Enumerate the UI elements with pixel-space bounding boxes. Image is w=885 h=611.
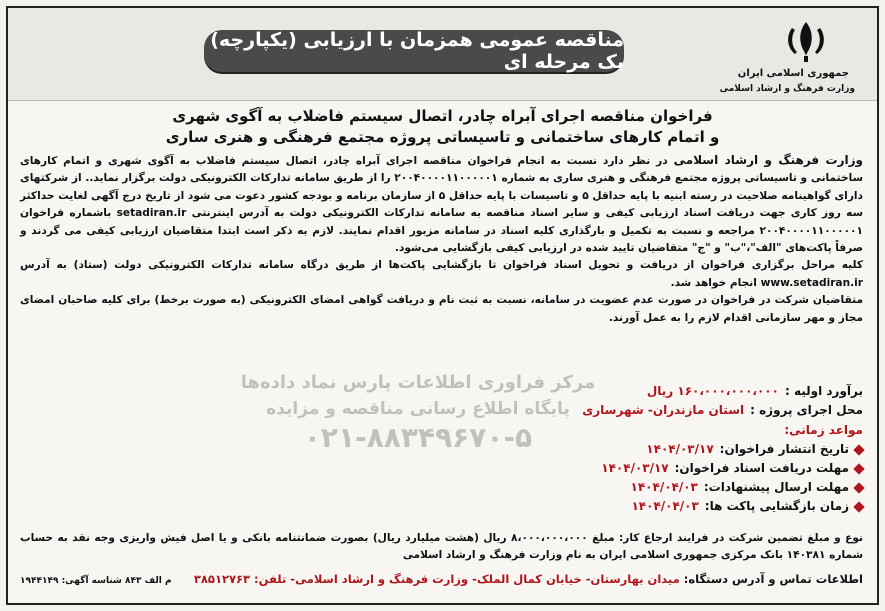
- body-paragraph-2: کلیه مراحل برگزاری فراخوان از دریافت و تحویل اسناد فراخوان تا بازگشایی پاکت‌ها از طریق درگاه سامانه تدارکات الکترونیکی دولت (ستاد) به آدرس www.setadiran.ir انجام خواهد شد.: [20, 259, 863, 289]
- schedule-label: تاریخ انتشار فراخوان:: [719, 442, 849, 456]
- notice-body: [20, 152, 863, 327]
- estimate-label: برآورد اولیه :: [784, 384, 863, 398]
- headline-line-2: و اتمام کارهای ساختمانی و تاسیساتی پروژه مجتمع فرهنگی و هنری ساری: [165, 128, 720, 146]
- contact-info: [194, 572, 863, 586]
- schedule-item: [263, 478, 863, 497]
- contact-value: میدان بهارستان- خیابان کمال الملک- وزارت فرهنگ و ارشاد اسلامی- تلفن: ۳۸۵۱۲۷۶۳: [193, 572, 680, 586]
- body-paragraph-1-text: در نظر دارد نسبت به انجام فراخوان مناقصه اجرای آبراه چادر، اتصال سیستم فاضلاب به آگوی شهری و اتمام کارهای ساختمانی و تاسیساتی پروژه مجتمع فرهنگی و هنری ساری به شماره ۲۰۰۴۰۰۰۰۱۱۰۰۰۰۰۱ را از طریق سامانه تدارکات الکترونیکی دولت برگزار نماید.. از شرکتهای دارای گواهینامه صلاحیت در رسته ابنیه با پایه حداقل ۵ و تاسیسات با پایه حداقل ۵ از سازمان برنامه و بودجه کشور دعوت می شود از تاریخ درج آگهی لغایت حداکثر سه روز کاری جهت دریافت اسناد ارزیابی کیفی و سایر اسناد مناقصه به سامانه تدارکات الکترونیکی دولت به آدرس اینترنتی setadiran.ir باشماره فراخوان ۲۰۰۴۰۰۰۰۱۱۰۰۰۰۰۱ مراجعه و نسبت به تکمیل و بارگذاری کلیه اسناد در سامانه مزبور اقدام نمایند. لازم به ذکر است ابتدا متقاضیان ارزیابی کیفی می گردند و صرفاً پاکت‌های "الف"،"ب" و "ج" متقاضیان تایید شده در ارزیابی کیفی بازگشایی می‌شود.: [20, 155, 864, 255]
- guarantee-paragraph: [20, 530, 863, 564]
- watermark-line-2: پایگاه اطلاع رسانی مناقصه و مزایده: [266, 399, 570, 419]
- org-line-ministry: وزارت فرهنگ و ارشاد اسلامی: [719, 84, 855, 94]
- org-line-country: جمهوری اسلامی ایران: [737, 68, 849, 79]
- iran-emblem-icon: [781, 18, 831, 64]
- watermark-phone: ۰۲۱-۸۸۳۴۹۶۷۰-۵: [303, 421, 533, 454]
- schedule-heading: مواعد زمانی:: [784, 423, 863, 437]
- schedule-item: [263, 440, 863, 459]
- schedule-item: [263, 459, 863, 478]
- schedule-label: زمان بازگشایی پاکت ها:: [704, 499, 849, 513]
- contact-label: اطلاعات تماس و آدرس دستگاه:: [683, 572, 863, 586]
- bullet-icon: [853, 444, 864, 455]
- schedule-value: ۱۴۰۴/۰۳/۱۷: [601, 461, 669, 475]
- guarantee-label: نوع و مبلغ تضمین شرکت در فرایند ارجاع کار:: [618, 532, 863, 544]
- tender-details: [263, 382, 863, 516]
- location-row: [263, 401, 863, 420]
- tender-notice: [6, 6, 879, 605]
- guarantee-section: [20, 530, 863, 564]
- bullet-icon: [853, 463, 864, 474]
- schedule-value: ۱۴۰۴/۰۴/۰۳: [631, 499, 699, 513]
- schedule-value: ۱۴۰۴/۰۳/۱۷: [646, 442, 714, 456]
- watermark-line-1: مرکز فراوری اطلاعات پارس نماد داده‌ها: [240, 372, 596, 393]
- schedule-item: [263, 497, 863, 516]
- notice-title: مناقصه عمومی همزمان با ارزیابی (یکپارچه) یک مرحله ای: [204, 30, 624, 72]
- header-band: [8, 8, 877, 101]
- estimate-row: [263, 382, 863, 401]
- estimate-value: ۱۶۰،۰۰۰،۰۰۰،۰۰۰ ریال: [646, 384, 779, 398]
- headline-line-1: فراخوان مناقصه اجرای آبراه چادر، اتصال سیستم فاضلاب به آگوی شهری: [172, 107, 713, 125]
- ministry-name: وزارت فرهنگ و ارشاد اسلامی: [673, 153, 863, 167]
- location-value: استان مازندران- شهرساری: [582, 403, 745, 417]
- schedule-label: مهلت ارسال پیشنهادات:: [703, 480, 849, 494]
- bullet-icon: [853, 501, 864, 512]
- location-label: محل اجرای پروژه :: [750, 403, 863, 417]
- guarantee-text: مبلغ ۸،۰۰۰،۰۰۰،۰۰۰ ریال (هشت میلیارد ریال) بصورت ضمانتنامه بانکی و یا اصل فیش واریزی وجه نقد به حساب شماره ۱۴۰۳۸۱ بانک مرکزی جمهوری اسلامی ایران به نام وزارت فرهنگ و ارشاد اسلامی: [20, 532, 863, 561]
- body-paragraph-1: [20, 152, 863, 257]
- schedule-label: مهلت دریافت اسناد فراخوان:: [674, 461, 849, 475]
- schedule-value: ۱۴۰۴/۰۴/۰۳: [630, 480, 698, 494]
- headline: [68, 106, 817, 148]
- bullet-icon: [853, 482, 864, 493]
- body-paragraph-3: متقاضیان شرکت در فراخوان در صورت عدم عضویت در سامانه، نسبت به ثبت نام و دریافت گواهی امضای الکترونیکی (به صورت برخط) برای کلیه صاحبان امضای مجاز و مهر سازمانی اقدام لازم را به عمل آورند.: [20, 294, 863, 324]
- ad-reference-code: م الف ۸۴۳ شناسه آگهی: ۱۹۴۴۱۴۹: [20, 576, 172, 586]
